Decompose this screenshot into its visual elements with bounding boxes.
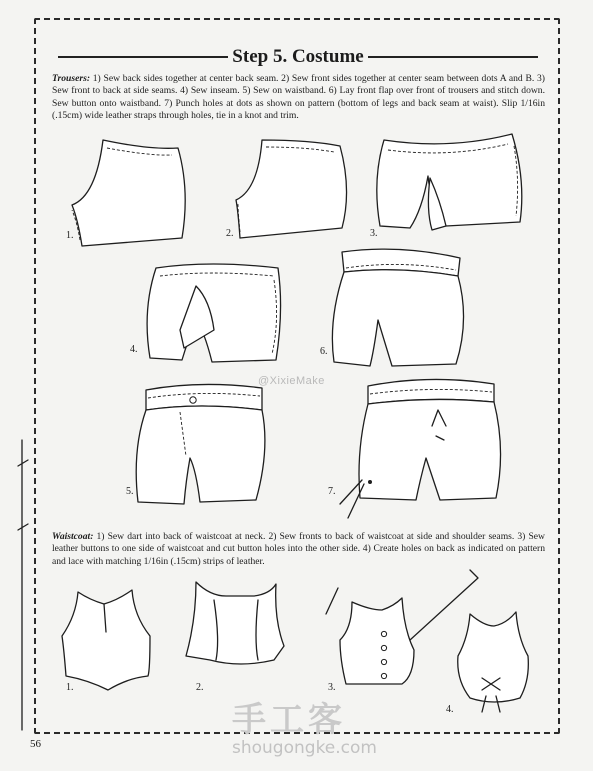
page-title: Step 5. Costume	[232, 46, 364, 67]
trousers-fig-4-label: 4.	[130, 344, 138, 355]
trousers-figure-6	[320, 249, 464, 366]
waistcoat-fig-4-label: 4.	[446, 704, 454, 715]
weibo-watermark: @XixieMake	[258, 375, 325, 387]
waistcoat-text: 1) Sew dart into back of waistcoat at neck. 2) Sew fronts to back of waistcoat at side and shoulder seams. 3) Sew leather buttons to one side of waistcoat and cut button holes into the other side. 4) Create holes on back as indicated on pattern and lace with matching 1/16in (.15cm) strips of leather.	[52, 531, 545, 567]
waistcoat-figure-4	[446, 612, 528, 715]
waistcoat-figure-3	[326, 570, 478, 693]
trousers-fig-6-label: 6.	[320, 346, 328, 357]
margin-lacing-ornament	[18, 440, 28, 730]
site-watermark-url: shougongke.com	[232, 738, 377, 758]
trousers-heading: Trousers:	[52, 73, 91, 84]
trousers-text: 1) Sew back sides together at center back seam. 2) Sew front sides together at center seam between dots A and B. 3) Sew front to back at side seams. 4) Sew inseam. 5) Sew on waistband. 6) Lay front flap over front of trousers and stitch down. Sew button onto waistband. 7) Punch holes at dots as shown on pattern (bottom of legs and back seam at waist). Slip 1/16in (.15cm) wide leather straps through holes, tie in a knot and trim.	[52, 73, 545, 121]
waistcoat-fig-1-label: 1.	[66, 682, 74, 693]
trousers-fig-3-label: 3.	[370, 228, 378, 239]
waistcoat-fig-3-label: 3.	[328, 682, 336, 693]
trousers-fig-2-label: 2.	[226, 228, 234, 239]
trousers-figure-2	[226, 140, 347, 239]
page-number: 56	[30, 738, 41, 750]
trousers-figure-5	[126, 384, 265, 504]
trousers-figure-3	[370, 134, 522, 239]
waistcoat-heading: Waistcoat:	[52, 531, 94, 542]
trousers-fig-7-label: 7.	[328, 486, 336, 497]
waistcoat-fig-2-label: 2.	[196, 682, 204, 693]
trousers-fig-5-label: 5.	[126, 486, 134, 497]
trousers-fig-1-label: 1.	[66, 230, 74, 241]
trousers-figure-4	[130, 264, 281, 362]
trousers-figure-1	[66, 140, 185, 246]
site-watermark-chinese: 手工客	[232, 700, 346, 740]
trousers-figure-7	[328, 379, 501, 518]
waistcoat-figure-2	[186, 582, 284, 693]
waistcoat-figure-1	[62, 590, 150, 693]
